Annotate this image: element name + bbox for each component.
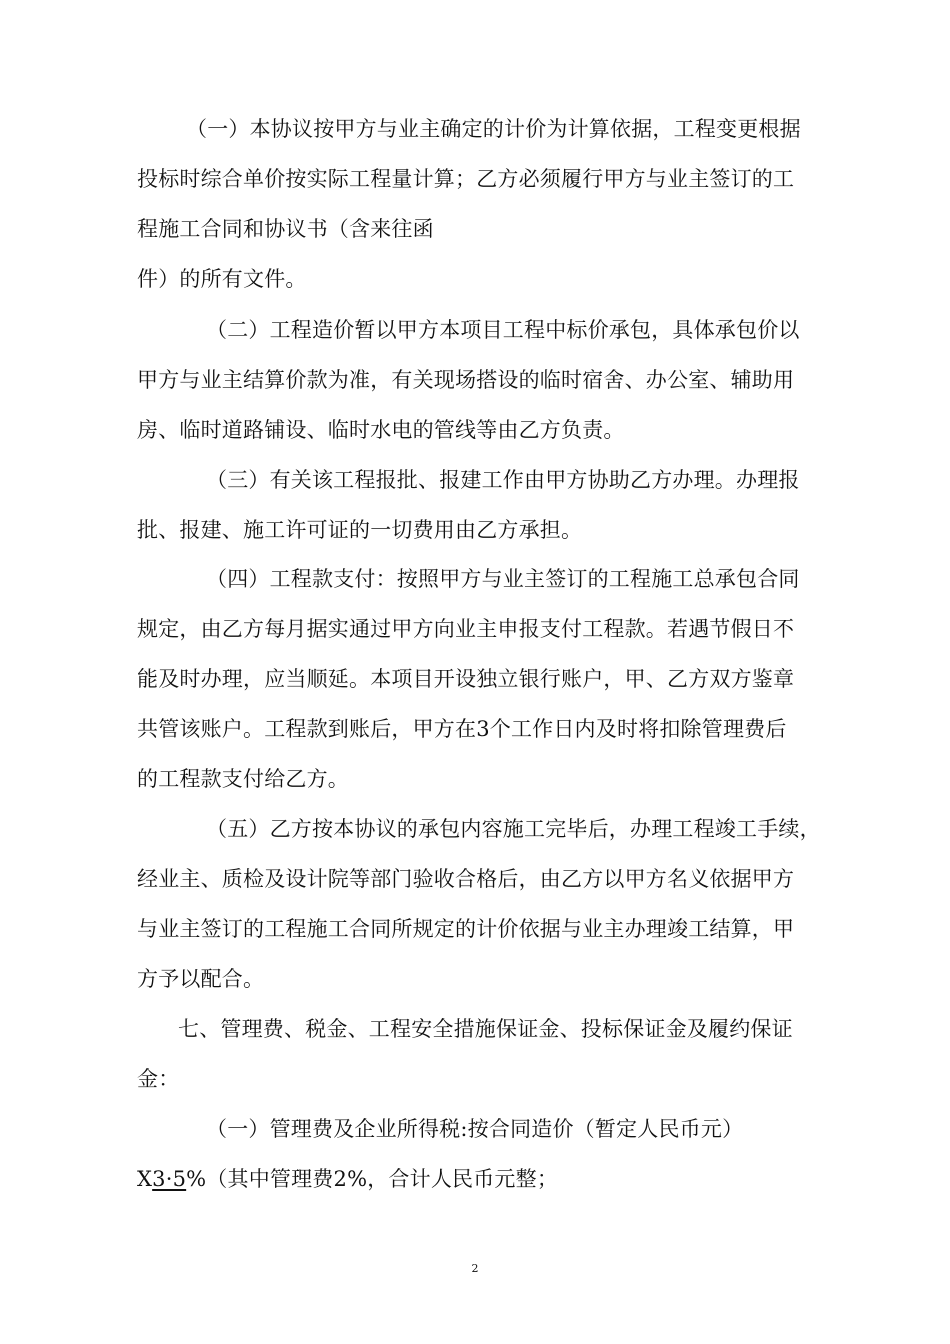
page-number: 2 <box>471 1262 479 1275</box>
paragraph-4-line-4: 共管该账户。工程款到账后，甲方在3个工作日内及时将扣除管理费后 <box>137 717 787 741</box>
paragraph-2-line-1: （二）工程造价暂以甲方本项目工程中标价承包，具体承包价以 <box>206 318 800 342</box>
paragraph-1-line-2: 投标时综合单价按实际工程量计算；乙方必须履行甲方与业主签订的工 <box>137 167 795 191</box>
section-7-heading-line-1: 七、管理费、税金、工程安全措施保证金、投标保证金及履约保证 <box>178 1017 793 1041</box>
paragraph-2-line-3: 房、临时道路铺设、临时水电的管线等由乙方负责。 <box>137 418 625 442</box>
paragraph-1-line-4: 件）的所有文件。 <box>137 267 307 291</box>
paragraph-4-line-2: 规定，由乙方每月据实通过甲方向业主申报支付工程款。若遇节假日不 <box>137 617 795 641</box>
paragraph-3-line-1: （三）有关该工程报批、报建工作由甲方协助乙方办理。办理报 <box>206 468 800 492</box>
paragraph-4-line-3: 能及时办理，应当顺延。本项目开设独立银行账户，甲、乙方双方鉴章 <box>137 667 795 691</box>
paragraph-5-line-1: （五）乙方按本协议的承包内容施工完毕后，办理工程竣工手续， <box>206 817 821 841</box>
paragraph-4-line-1: （四）工程款支付：按照甲方与业主签订的工程施工总承包合同 <box>206 567 800 591</box>
paragraph-5-line-3: 与业主签订的工程施工合同所规定的计价依据与业主办理竣工结算，甲 <box>137 917 795 941</box>
paragraph-1-line-1: （一）本协议按甲方与业主确定的计价为计算依据，工程变更根据 <box>186 117 801 141</box>
paragraph-1-line-3: 程施工合同和协议书（含来往函 <box>137 217 434 241</box>
section-7-heading-line-2: 金： <box>137 1067 180 1091</box>
paragraph-5-line-2: 经业主、质检及设计院等部门验收合格后，由乙方以甲方名义依据甲方 <box>137 867 795 891</box>
rate-remainder: %（其中管理费2%，合计人民币元整； <box>186 1167 559 1191</box>
multiply-sign: X <box>137 1167 153 1191</box>
paragraph-6-line-1: （一）管理费及企业所得税:按合同造价（暂定人民币元） <box>206 1117 744 1141</box>
rate-value-underlined: 3·5 <box>152 1167 187 1191</box>
paragraph-3-line-2: 批、报建、施工许可证的一切费用由乙方承担。 <box>137 518 583 542</box>
paragraph-2-line-2: 甲方与业主结算价款为准，有关现场搭设的临时宿舍、办公室、辅助用 <box>137 368 795 392</box>
paragraph-4-line-5: 的工程款支付给乙方。 <box>137 767 349 791</box>
paragraph-5-line-4: 方予以配合。 <box>137 967 265 991</box>
paragraph-6-line-2 <box>137 1164 558 1194</box>
